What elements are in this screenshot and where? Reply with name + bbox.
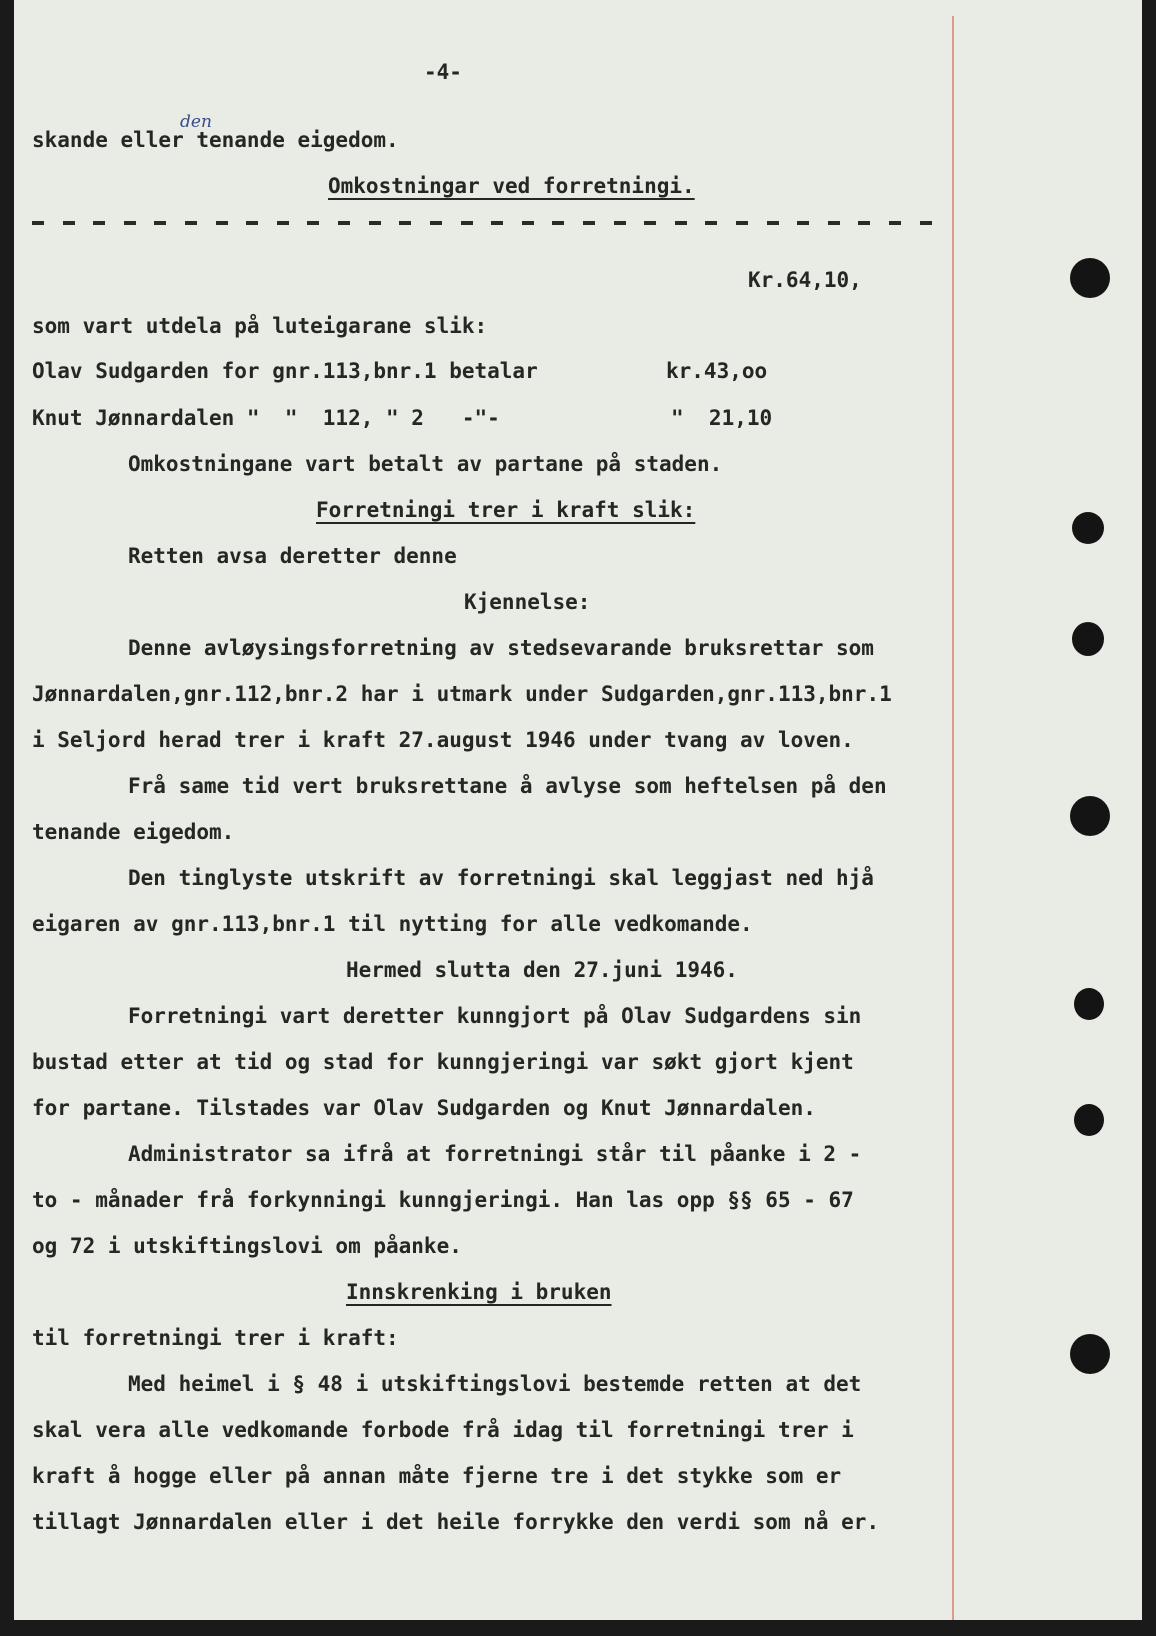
text-line: og 72 i utskiftingslovi om påanke. bbox=[32, 1234, 462, 1258]
text-line: to - månader frå forkynningi kunngjeringi. Han las opp §§ 65 - 67 bbox=[32, 1188, 854, 1212]
text-line: for partane. Tilstades var Olav Sudgarden og Knut Jønnardalen. bbox=[32, 1096, 816, 1120]
punch-hole-icon bbox=[1070, 796, 1110, 836]
dashed-separator bbox=[32, 218, 932, 228]
page-number: -4- bbox=[424, 60, 462, 84]
text-line: eigaren av gnr.113,bnr.1 til nytting for alle vedkomande. bbox=[32, 912, 753, 936]
total-amount: Kr.64,10, bbox=[748, 268, 862, 292]
punch-hole-icon bbox=[1074, 988, 1104, 1020]
text-line: Omkostningane vart betalt av partane på staden. bbox=[128, 452, 723, 476]
handwritten-insert: den bbox=[180, 112, 212, 132]
text-line: Knut Jønnardalen " " 112, " 2 -"- bbox=[32, 406, 500, 430]
section-heading: Innskrenking i bruken bbox=[346, 1280, 612, 1304]
section-heading: Omkostningar ved forretningi. bbox=[328, 174, 695, 198]
text-line: som vart utdela på luteigarane slik: bbox=[32, 314, 488, 338]
text-line: skal vera alle vedkomande forbode frå idag til forretningi trer i bbox=[32, 1418, 854, 1442]
text-line: Olav Sudgarden for gnr.113,bnr.1 betalar bbox=[32, 359, 538, 383]
punch-hole-icon bbox=[1070, 1334, 1110, 1374]
punch-hole-icon bbox=[1072, 622, 1104, 656]
text-line: bustad etter at tid og stad for kunngjeringi var søkt gjort kjent bbox=[32, 1050, 854, 1074]
text-line: Administrator sa ifrå at forretningi står til påanke i 2 - bbox=[128, 1142, 862, 1166]
text-line: i Seljord herad trer i kraft 27.august 1946 under tvang av loven. bbox=[32, 728, 854, 752]
text-line: tillagt Jønnardalen eller i det heile forrykke den verdi som nå er. bbox=[32, 1510, 880, 1534]
text-line: tenande eigedom. bbox=[32, 820, 235, 844]
text-line: Retten avsa deretter denne bbox=[128, 544, 457, 568]
punch-hole-icon bbox=[1070, 258, 1110, 298]
text-line: kraft å hogge eller på annan måte fjerne tre i det stykke som er bbox=[32, 1464, 842, 1488]
scan-edge-right bbox=[1142, 0, 1156, 1636]
section-heading: Forretningi trer i kraft slik: bbox=[316, 498, 696, 522]
text-line: Hermed slutta den 27.juni 1946. bbox=[346, 958, 738, 982]
section-heading: Kjennelse: bbox=[464, 590, 591, 614]
text-line: Frå same tid vert bruksrettane å avlyse som heftelsen på den bbox=[128, 774, 887, 798]
punch-hole-icon bbox=[1072, 512, 1104, 544]
scan-edge-bottom bbox=[0, 1620, 1156, 1636]
text-line: Den tinglyste utskrift av forretningi skal leggjast ned hjå bbox=[128, 866, 874, 890]
text-line: Med heimel i § 48 i utskiftingslovi bestemde retten at det bbox=[128, 1372, 862, 1396]
text-line: Denne avløysingsforretning av stedsevarande bruksrettar som bbox=[128, 636, 874, 660]
amount-value: kr.43,oo bbox=[666, 359, 768, 383]
amount-value: " 21,10 bbox=[671, 406, 773, 430]
text-line: Jønnardalen,gnr.112,bnr.2 har i utmark under Sudgarden,gnr.113,bnr.1 bbox=[32, 682, 892, 706]
margin-rule bbox=[952, 16, 954, 1620]
text-line: skande eller tenande eigedom. bbox=[32, 128, 399, 152]
punch-hole-icon bbox=[1074, 1104, 1104, 1136]
text-line: til forretningi trer i kraft: bbox=[32, 1326, 399, 1350]
scan-edge-left bbox=[0, 0, 14, 1636]
text-line: Forretningi vart deretter kunngjort på Olav Sudgardens sin bbox=[128, 1004, 862, 1028]
